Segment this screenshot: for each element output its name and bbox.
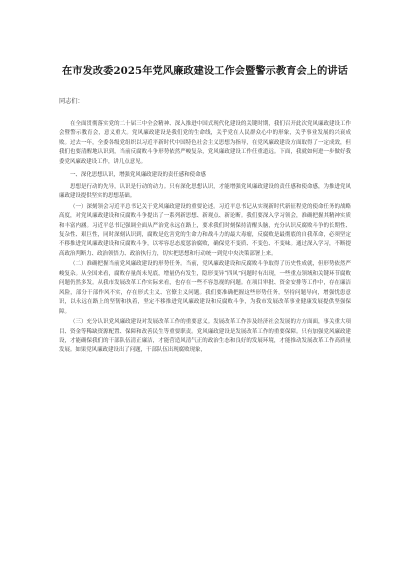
- body-paragraph: （一）深刻领会习近平总书记关于党风廉政建设的重要论述。习近平总书记从实现新时代新征程党的使命任务的战略高度，对党风廉政建设和反腐败斗争提出了一系列新思想、新观点、新论断。我们要深入学习领会，准确把握其精神实质和丰富内涵。习近平总书记强调全面从严治党永远在路上，要求我们时刻保持清醒头脑，充分认识反腐败斗争的长期性、复杂性、艰巨性，同时深刻认识到，腐败是危害党的生命力和战斗力的最大毒瘤，反腐败是最彻底的自我革命，必须坚定不移推进党风廉政建设和反腐败斗争，以零容忍态度惩治腐败，确保党不变质、不变色、不变味。通过深入学习，不断提高政治判断力、政治领悟力、政治执行力，切实把思想和行动统一到党中央决策部署上来。: [59, 203, 351, 257]
- document-body: [59, 120, 351, 357]
- body-paragraph: （二）准确把握当前党风廉政建设的形势任务。当前，党风廉政建设和反腐败斗争取得了历史性成就，但形势依然严峻复杂。从全国来看，腐败存量尚未见底，增量仍有发生，隐形变异“四风”问题时有出现，一些重点领域和关键环节腐败问题仍然多发。从我市发展改革工作实际来看，也存在一些不容忽视的问题。在项目审批、资金安排等工作中，存在廉洁风险，部分干部作风不实，存在形式主义、官僚主义问题。我们要准确把握这些形势任务，坚持问题导向，增强忧患意识，以永远在路上的坚韧和执着，坚定不移推进党风廉政建设和反腐败斗争，为我市发展改革事业健康发展提供坚强保障。: [59, 261, 351, 315]
- section-intro-paragraph: 思想是行动的先导，认识是行动的动力。只有深化思想认识，才能增强党风廉政建设的责任感和使命感，为推进党风廉政建设提供坚实的思想基础。: [59, 183, 351, 200]
- body-paragraph: （三）充分认识党风廉政建设对发展改革工作的重要意义。发展改革工作涉及经济社会发展的方方面面，事关重大项目、资金等稀缺资源配置、保障和改善民生等重要职责。党风廉政建设是发展改革工作的重要保障。只有加强党风廉政建设，才能确保我们的干部队伍清正廉洁，才能营造风清气正的政治生态和良好的发展环境，才能推动发展改革工作高质量发展。如果党风廉政建设出了问题，干部队伍出现腐败现象，: [59, 319, 351, 354]
- greeting: 同志们：: [59, 98, 84, 105]
- document-title: 在市发改委2025年党风廉政建设工作会暨警示教育会上的讲话: [62, 65, 348, 77]
- section-heading: 一、深化思想认识，增强党风廉政建设的责任感和使命感: [70, 172, 206, 179]
- intro-paragraph: 在全面贯彻落实党的二十届三中全会精神、深入推进中国式现代化建设的关键时期，我们召开此次党风廉政建设工作会暨警示教育会，意义重大。党风廉政建设是我们党的生命线，关乎党在人民群众心中的形象，关乎事业发展的兴衰成败。过去一年，全委各级党组织以习近平新时代中国特色社会主义思想为指导，在党风廉政建设方面取得了一定成效，但我们也要清醒地认识到，当前反腐败斗争形势依然严峻复杂，党风廉政建设工作任重道远。下面，我就如何进一步做好我委党风廉政建设工作，讲几点意见。: [59, 121, 351, 165]
